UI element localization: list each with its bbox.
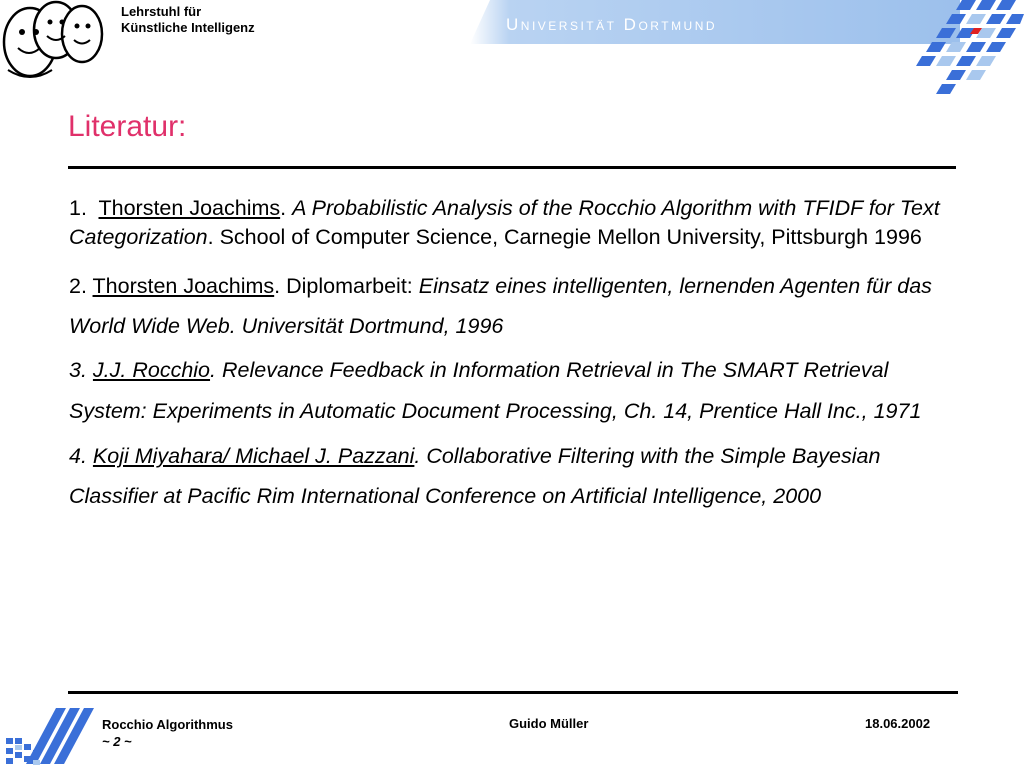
chair-line-2: Künstliche Intelligenz <box>121 20 255 35</box>
reference-number: 2. <box>69 274 87 298</box>
reference-item <box>69 194 949 252</box>
reference-separator: . <box>280 196 287 220</box>
footer-divider <box>68 691 958 694</box>
reference-title: Einsatz eines intelligenten, lernenden Agenten für das World Wide Web. Universität Dortmund, 1996 <box>69 274 932 338</box>
reference-title: A Probabilistic Analysis of the Rocchio Algorithm with TFIDF for Text Categorization <box>69 196 940 249</box>
university-logo-icon <box>900 0 1024 96</box>
title-divider <box>68 166 956 169</box>
chair-logo <box>0 0 110 84</box>
reference-number: 3. <box>69 358 87 382</box>
reference-item <box>69 350 949 432</box>
reference-author: J.J. Rocchio <box>92 358 211 382</box>
slide-title: Literatur: <box>68 110 187 143</box>
reference-details: . Collaborative Filtering with the Simple Bayesian Classifier at Pacific Rim International Conference on Artificial Intelligence, 2000 <box>69 444 881 508</box>
reference-details: . Relevance Feedback in Information Retrieval in The SMART Retrieval System: Experiments in Automatic Document Processing, Ch. 14, Prentice Hall Inc., 1971 <box>69 358 922 423</box>
reference-author: Thorsten Joachims <box>98 196 281 220</box>
university-logo-icon <box>0 704 96 768</box>
reference-number: 1. <box>69 196 87 220</box>
reference-item <box>69 266 949 346</box>
reference-details: . School of Computer Science, Carnegie Mellon University, Pittsburgh 1996 <box>207 225 922 249</box>
chair-name <box>121 4 255 36</box>
chair-line-1: Lehrstuhl für <box>121 4 202 19</box>
footer-topic: Rocchio Algorithmus <box>102 717 233 732</box>
footer-topic-block <box>102 716 233 750</box>
footer-author: Guido Müller <box>509 716 589 731</box>
reference-prefix: . Diplomarbeit: <box>274 274 419 298</box>
reference-item <box>69 436 949 516</box>
reference-list <box>69 194 949 516</box>
university-name: Universität Dortmund <box>506 15 718 34</box>
reference-author: Thorsten Joachims <box>92 274 275 298</box>
reference-author: Koji Miyahara/ Michael J. Pazzani <box>92 444 415 468</box>
reference-number: 4. <box>69 444 87 468</box>
footer-date: 18.06.2002 <box>865 716 931 731</box>
page-number: ~ 2 ~ <box>102 734 132 749</box>
